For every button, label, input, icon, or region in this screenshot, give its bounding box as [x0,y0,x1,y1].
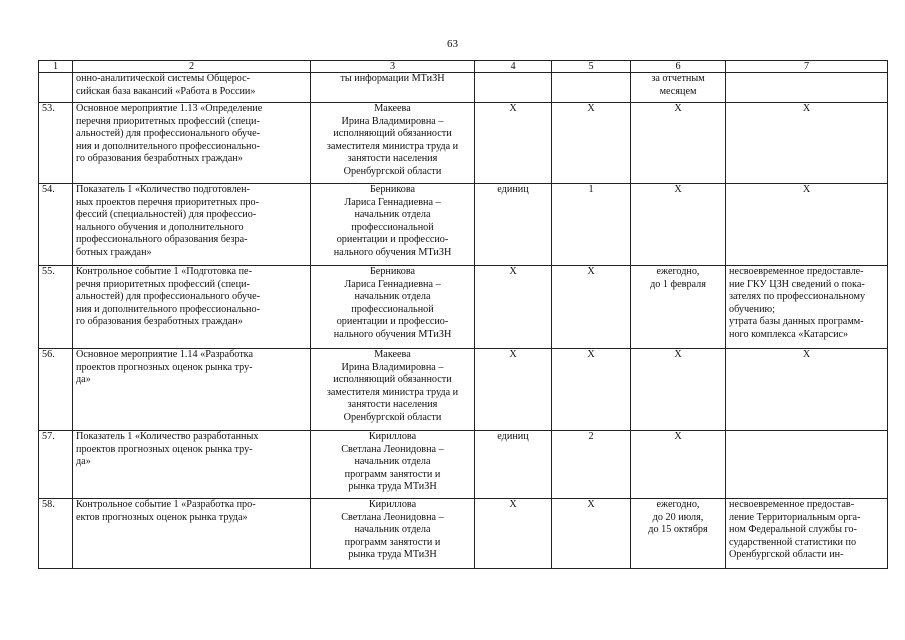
risk-cell: несвоевременное предостав- ление Территориальным орга- ном Федеральной службы го- сударственной статистики по Оренбургской области ин- [726,499,888,569]
row-number-cell [39,73,73,103]
column-header: 2 [73,61,311,73]
table-row [39,266,888,349]
unit-cell: Х [475,266,552,349]
responsible-cell: Кириллова Светлана Леонидовна – начальник отдела программ занятости и рынка труда МТиЗН [311,499,475,569]
event-name-cell: онно-аналитической системы Общерос- сийская база вакансий «Работа в России» [73,73,311,103]
deadline-cell: Х [631,103,726,184]
event-name-cell: Показатель 1 «Количество разработанных проектов прогнозных оценок рынка тру- да» [73,431,311,499]
table-row [39,103,888,184]
value-cell: Х [552,499,631,569]
unit-cell: Х [475,103,552,184]
table-row [39,184,888,266]
responsible-cell: Кириллова Светлана Леонидовна – начальник отдела программ занятости и рынка труда МТиЗН [311,431,475,499]
value-cell: Х [552,266,631,349]
value-cell: Х [552,103,631,184]
event-name-cell: Основное мероприятие 1.13 «Определение перечня приоритетных профессий (специ- альностей) для профессионального обуче- ния и дополнительного профессионально- го образования безработных граждан» [73,103,311,184]
column-header: 3 [311,61,475,73]
risk-cell: Х [726,103,888,184]
plan-table [38,60,888,569]
unit-cell: Х [475,349,552,431]
column-header: 4 [475,61,552,73]
page-number: 63 [447,38,458,50]
deadline-cell: Х [631,349,726,431]
risk-cell: несвоевременное предоставле- ние ГКУ ЦЗН сведений о пока- зателях по профессиональному обучению; утрата базы данных программ- ного комплекса «Катарсис» [726,266,888,349]
table-header-row [39,61,888,73]
risk-cell [726,431,888,499]
deadline-cell: Х [631,431,726,499]
responsible-cell: Макеева Ирина Владимировна – исполняющий обязанности заместителя министра труда и занятости населения Оренбургской области [311,103,475,184]
deadline-cell: ежегодно, до 1 февраля [631,266,726,349]
table-row [39,431,888,499]
event-name-cell: Контрольное событие 1 «Подготовка пе- речня приоритетных профессий (специ- альностей) для профессионального обуче- ния и дополнительного профессионально- го образования безработных граждан» [73,266,311,349]
column-header: 7 [726,61,888,73]
table-row [39,499,888,569]
event-name-cell: Контрольное событие 1 «Разработка про- ектов прогнозных оценок рынка труда» [73,499,311,569]
value-cell: 2 [552,431,631,499]
row-number-cell: 54. [39,184,73,266]
event-name-cell: Показатель 1 «Количество подготовлен- ных проектов перечня приоритетных про- фессий (специальностей) для профессио- нального обучения и дополнительного профессионального образования безра- ботных граждан» [73,184,311,266]
event-name-cell: Основное мероприятие 1.14 «Разработка проектов прогнозных оценок рынка тру- да» [73,349,311,431]
unit-cell: Х [475,499,552,569]
responsible-cell: ты информации МТиЗН [311,73,475,103]
row-number-cell: 56. [39,349,73,431]
row-number-cell: 55. [39,266,73,349]
unit-cell [475,73,552,103]
risk-cell [726,73,888,103]
value-cell: Х [552,349,631,431]
risk-cell: Х [726,184,888,266]
responsible-cell: Макеева Ирина Владимировна – исполняющий обязанности заместителя министра труда и занятости населения Оренбургской области [311,349,475,431]
column-header: 1 [39,61,73,73]
table-row [39,349,888,431]
deadline-cell: Х [631,184,726,266]
row-number-cell: 58. [39,499,73,569]
risk-cell: Х [726,349,888,431]
unit-cell: единиц [475,184,552,266]
column-header: 6 [631,61,726,73]
responsible-cell: Берникова Лариса Геннадиевна – начальник отдела профессиональной ориентации и профессио- нального обучения МТиЗН [311,266,475,349]
unit-cell: единиц [475,431,552,499]
deadline-cell: ежегодно, до 20 июля, до 15 октября [631,499,726,569]
value-cell: 1 [552,184,631,266]
responsible-cell: Берникова Лариса Геннадиевна – начальник отдела профессиональной ориентации и профессио- нального обучения МТиЗН [311,184,475,266]
deadline-cell: за отчетным месяцем [631,73,726,103]
value-cell [552,73,631,103]
table-row [39,73,888,103]
row-number-cell: 53. [39,103,73,184]
column-header: 5 [552,61,631,73]
row-number-cell: 57. [39,431,73,499]
